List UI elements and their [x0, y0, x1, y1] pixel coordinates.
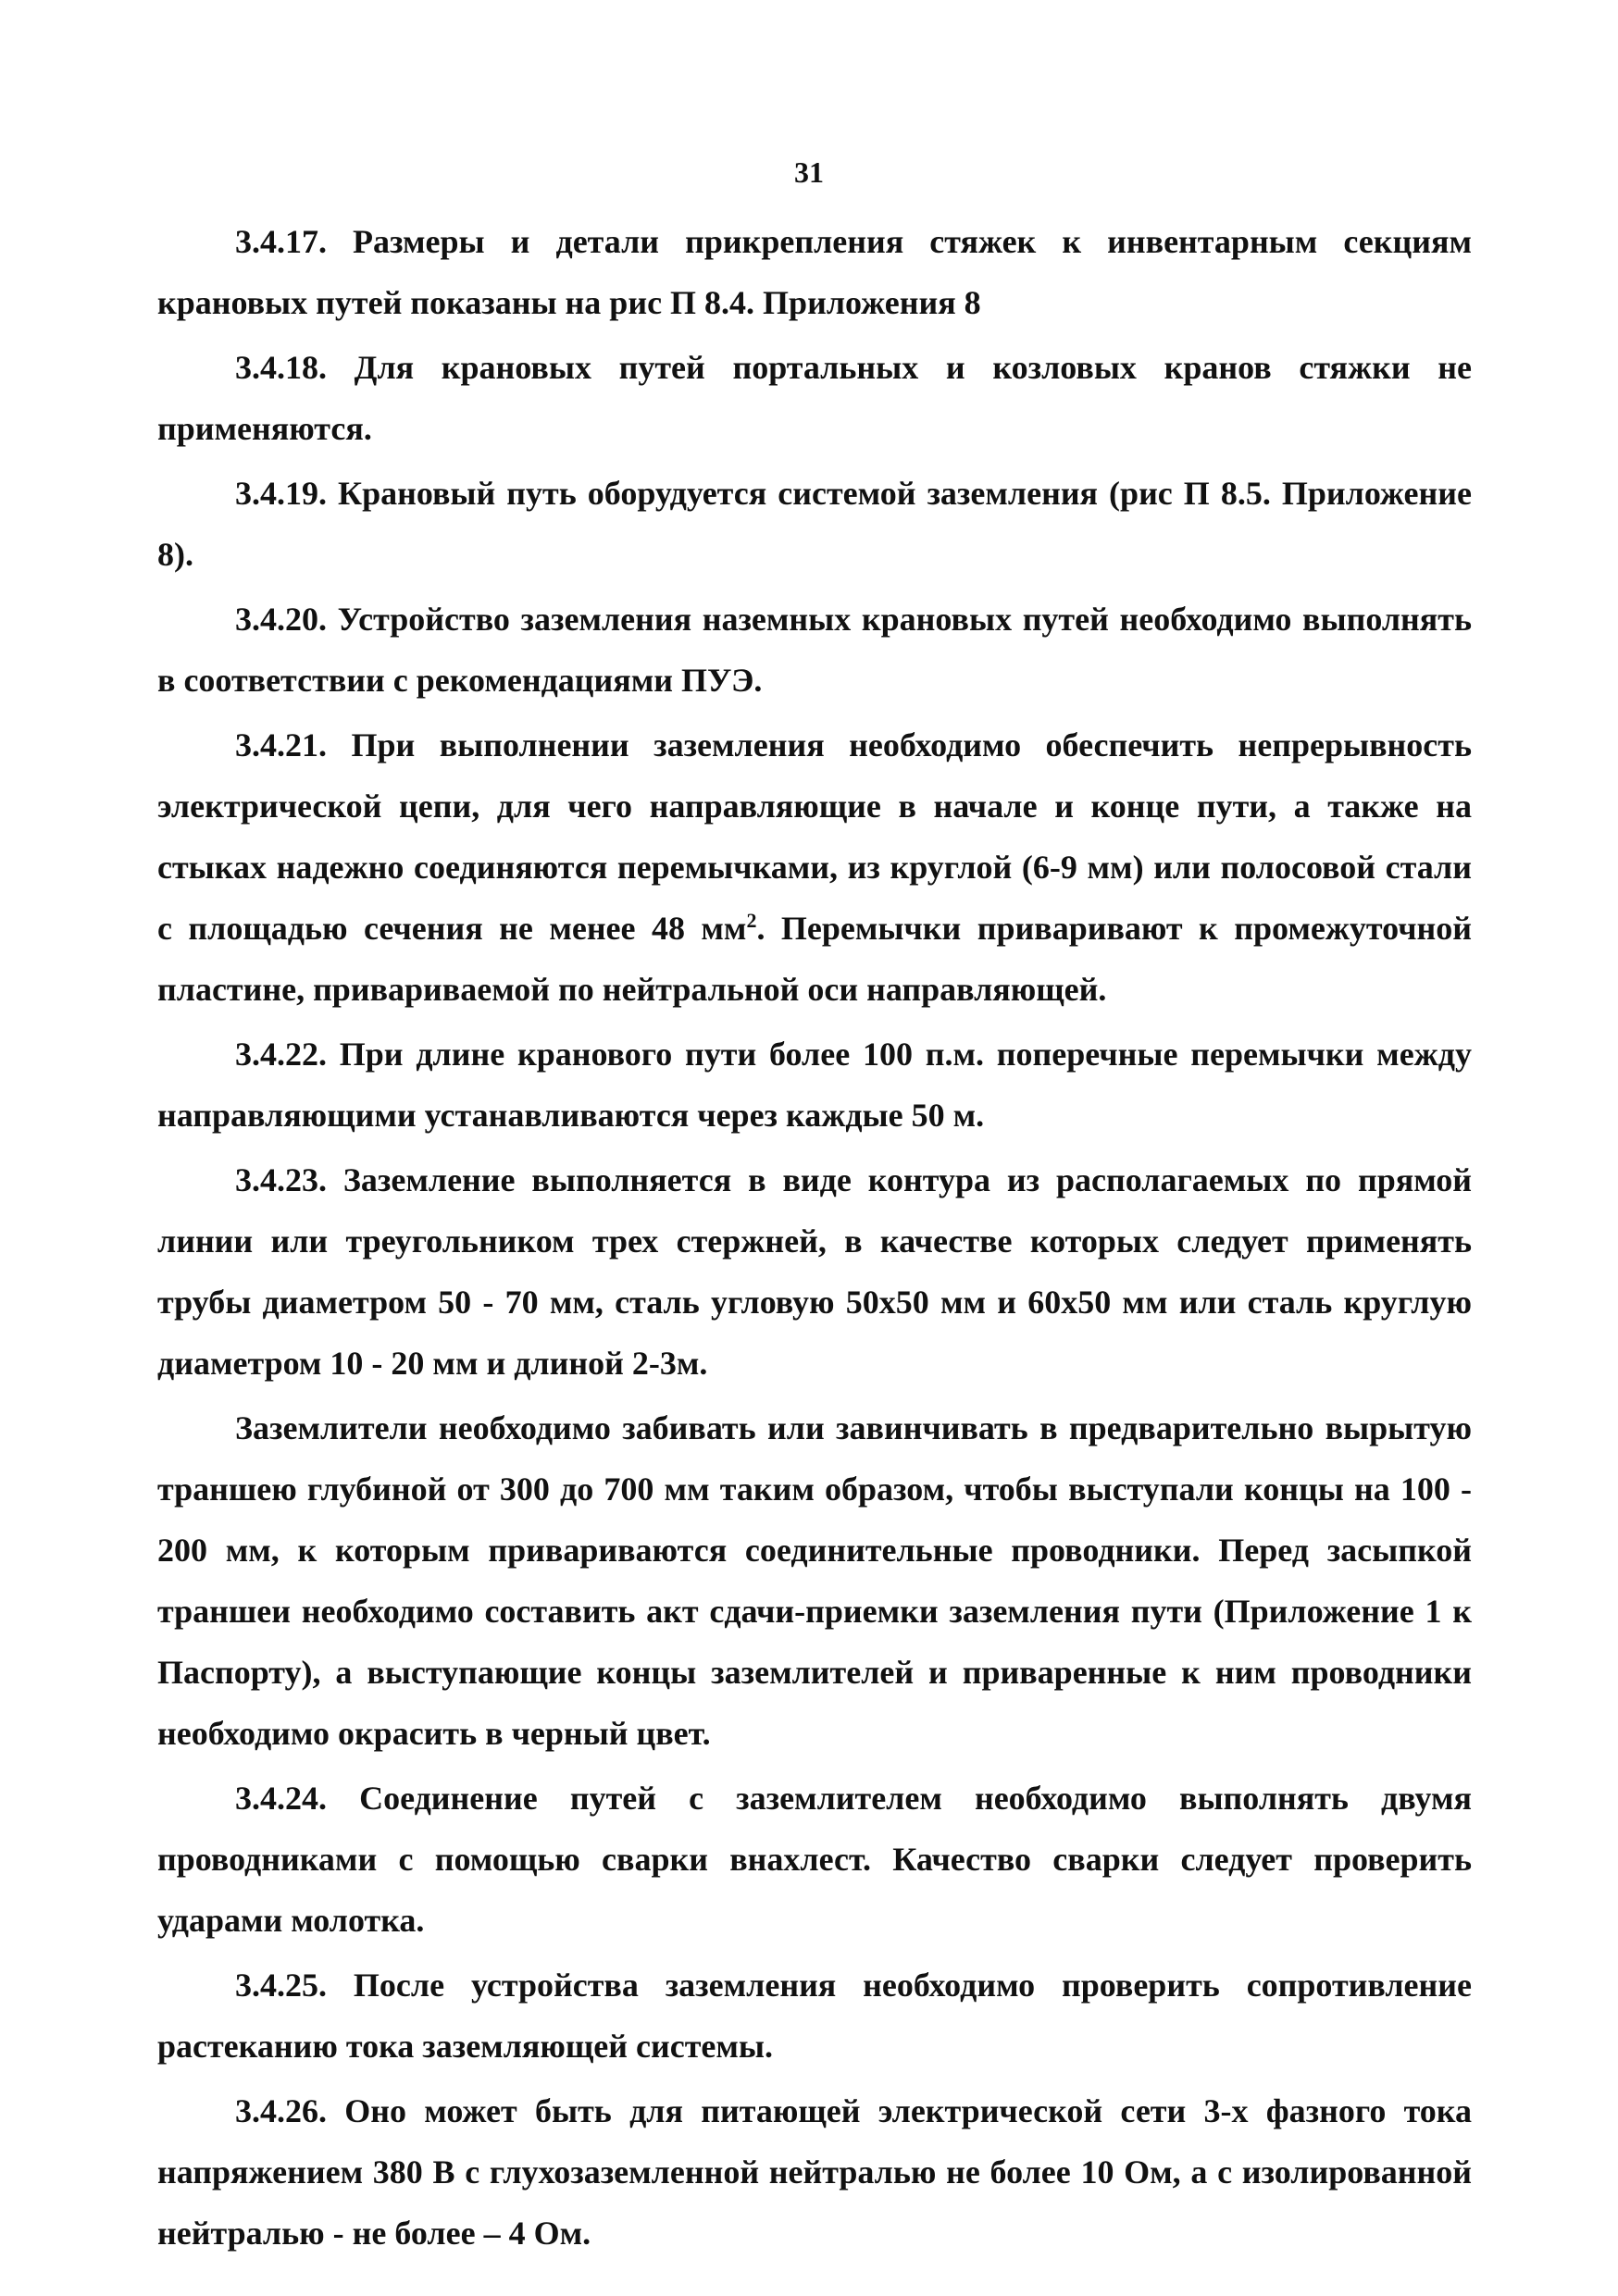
paragraph-3-4-21 [157, 714, 1472, 1020]
area-unit-superscript: 2 [746, 909, 757, 932]
paragraph-3-4-17: 3.4.17. Размеры и детали прикрепления стяжек к инвентарным секциям крановых путей показаны на рис П 8.4. Приложения 8 [157, 223, 1472, 321]
paragraph-3-4-23: 3.4.23. Заземление выполняется в виде контура из располагаемых по прямой линии или треугольником трех стержней, в качестве которых следует применять трубы диаметром 50 - 70 мм, сталь угловую 50х50 мм и 60х50 мм или сталь круглую диаметром 10 - 20 мм и длиной 2-3м. [157, 1161, 1472, 1382]
paragraph-3-4-22: 3.4.22. При длине кранового пути более 100 п.м. поперечные перемычки между направляющими устанавливаются через каждые 50 м. [157, 1036, 1472, 1134]
paragraph-3-4-25: 3.4.25. После устройства заземления необходимо проверить сопротивление растеканию тока заземляющей системы. [157, 1967, 1472, 2065]
paragraph-zazemliteli: Заземлители необходимо забивать или завинчивать в предварительно вырытую траншею глубиной от 300 до 700 мм таким образом, чтобы выступали концы на 100 - 200 мм, к которым привариваются соединительные проводники. Перед засыпкой траншеи необходимо составить акт сдачи-приемки заземления пути (Приложение 1 к Паспорту), а выступающие концы заземлителей и приваренные к ним проводники необходимо окрасить в черный цвет. [157, 1409, 1472, 1752]
paragraph-3-4-20: 3.4.20. Устройство заземления наземных крановых путей необходимо выполнять в соответствии с рекомендациями ПУЭ. [157, 601, 1472, 699]
document-body [157, 211, 1472, 2264]
paragraph-3-4-18: 3.4.18. Для крановых путей портальных и козловых кранов стяжки не применяются. [157, 349, 1472, 447]
paragraph-3-4-19: 3.4.19. Крановый путь оборудуется системой заземления (рис П 8.5. Приложение 8). [157, 475, 1472, 573]
page-number: 31 [794, 155, 824, 189]
paragraph-3-4-24: 3.4.24. Соединение путей с заземлителем необходимо выполнять двумя проводниками с помощью сварки внахлест. Качество сварки следует проверить ударами молотка. [157, 1780, 1472, 1939]
paragraph-3-4-26: 3.4.26. Оно может быть для питающей электрической сети 3-х фазного тока напряжением 380 В с глухозаземленной нейтралью не более 10 Ом, а с изолированной нейтралью - не более – 4 Ом. [157, 2092, 1472, 2252]
paragraph-3-4-21-text-after: . Перемычки приваривают к промежуточной пластине, привариваемой по нейтральной оси направляющей. [157, 910, 1472, 1008]
paragraph-3-4-21-text-before: 3.4.21. При выполнении заземления необходимо обеспечить непрерывность электрической цепи, для чего направляющие в начале и конце пути, а также на стыках надежно соединяются перемычками, из круглой (6-9 мм) или полосовой стали с площадью сечения не менее 48 мм [157, 726, 1472, 947]
